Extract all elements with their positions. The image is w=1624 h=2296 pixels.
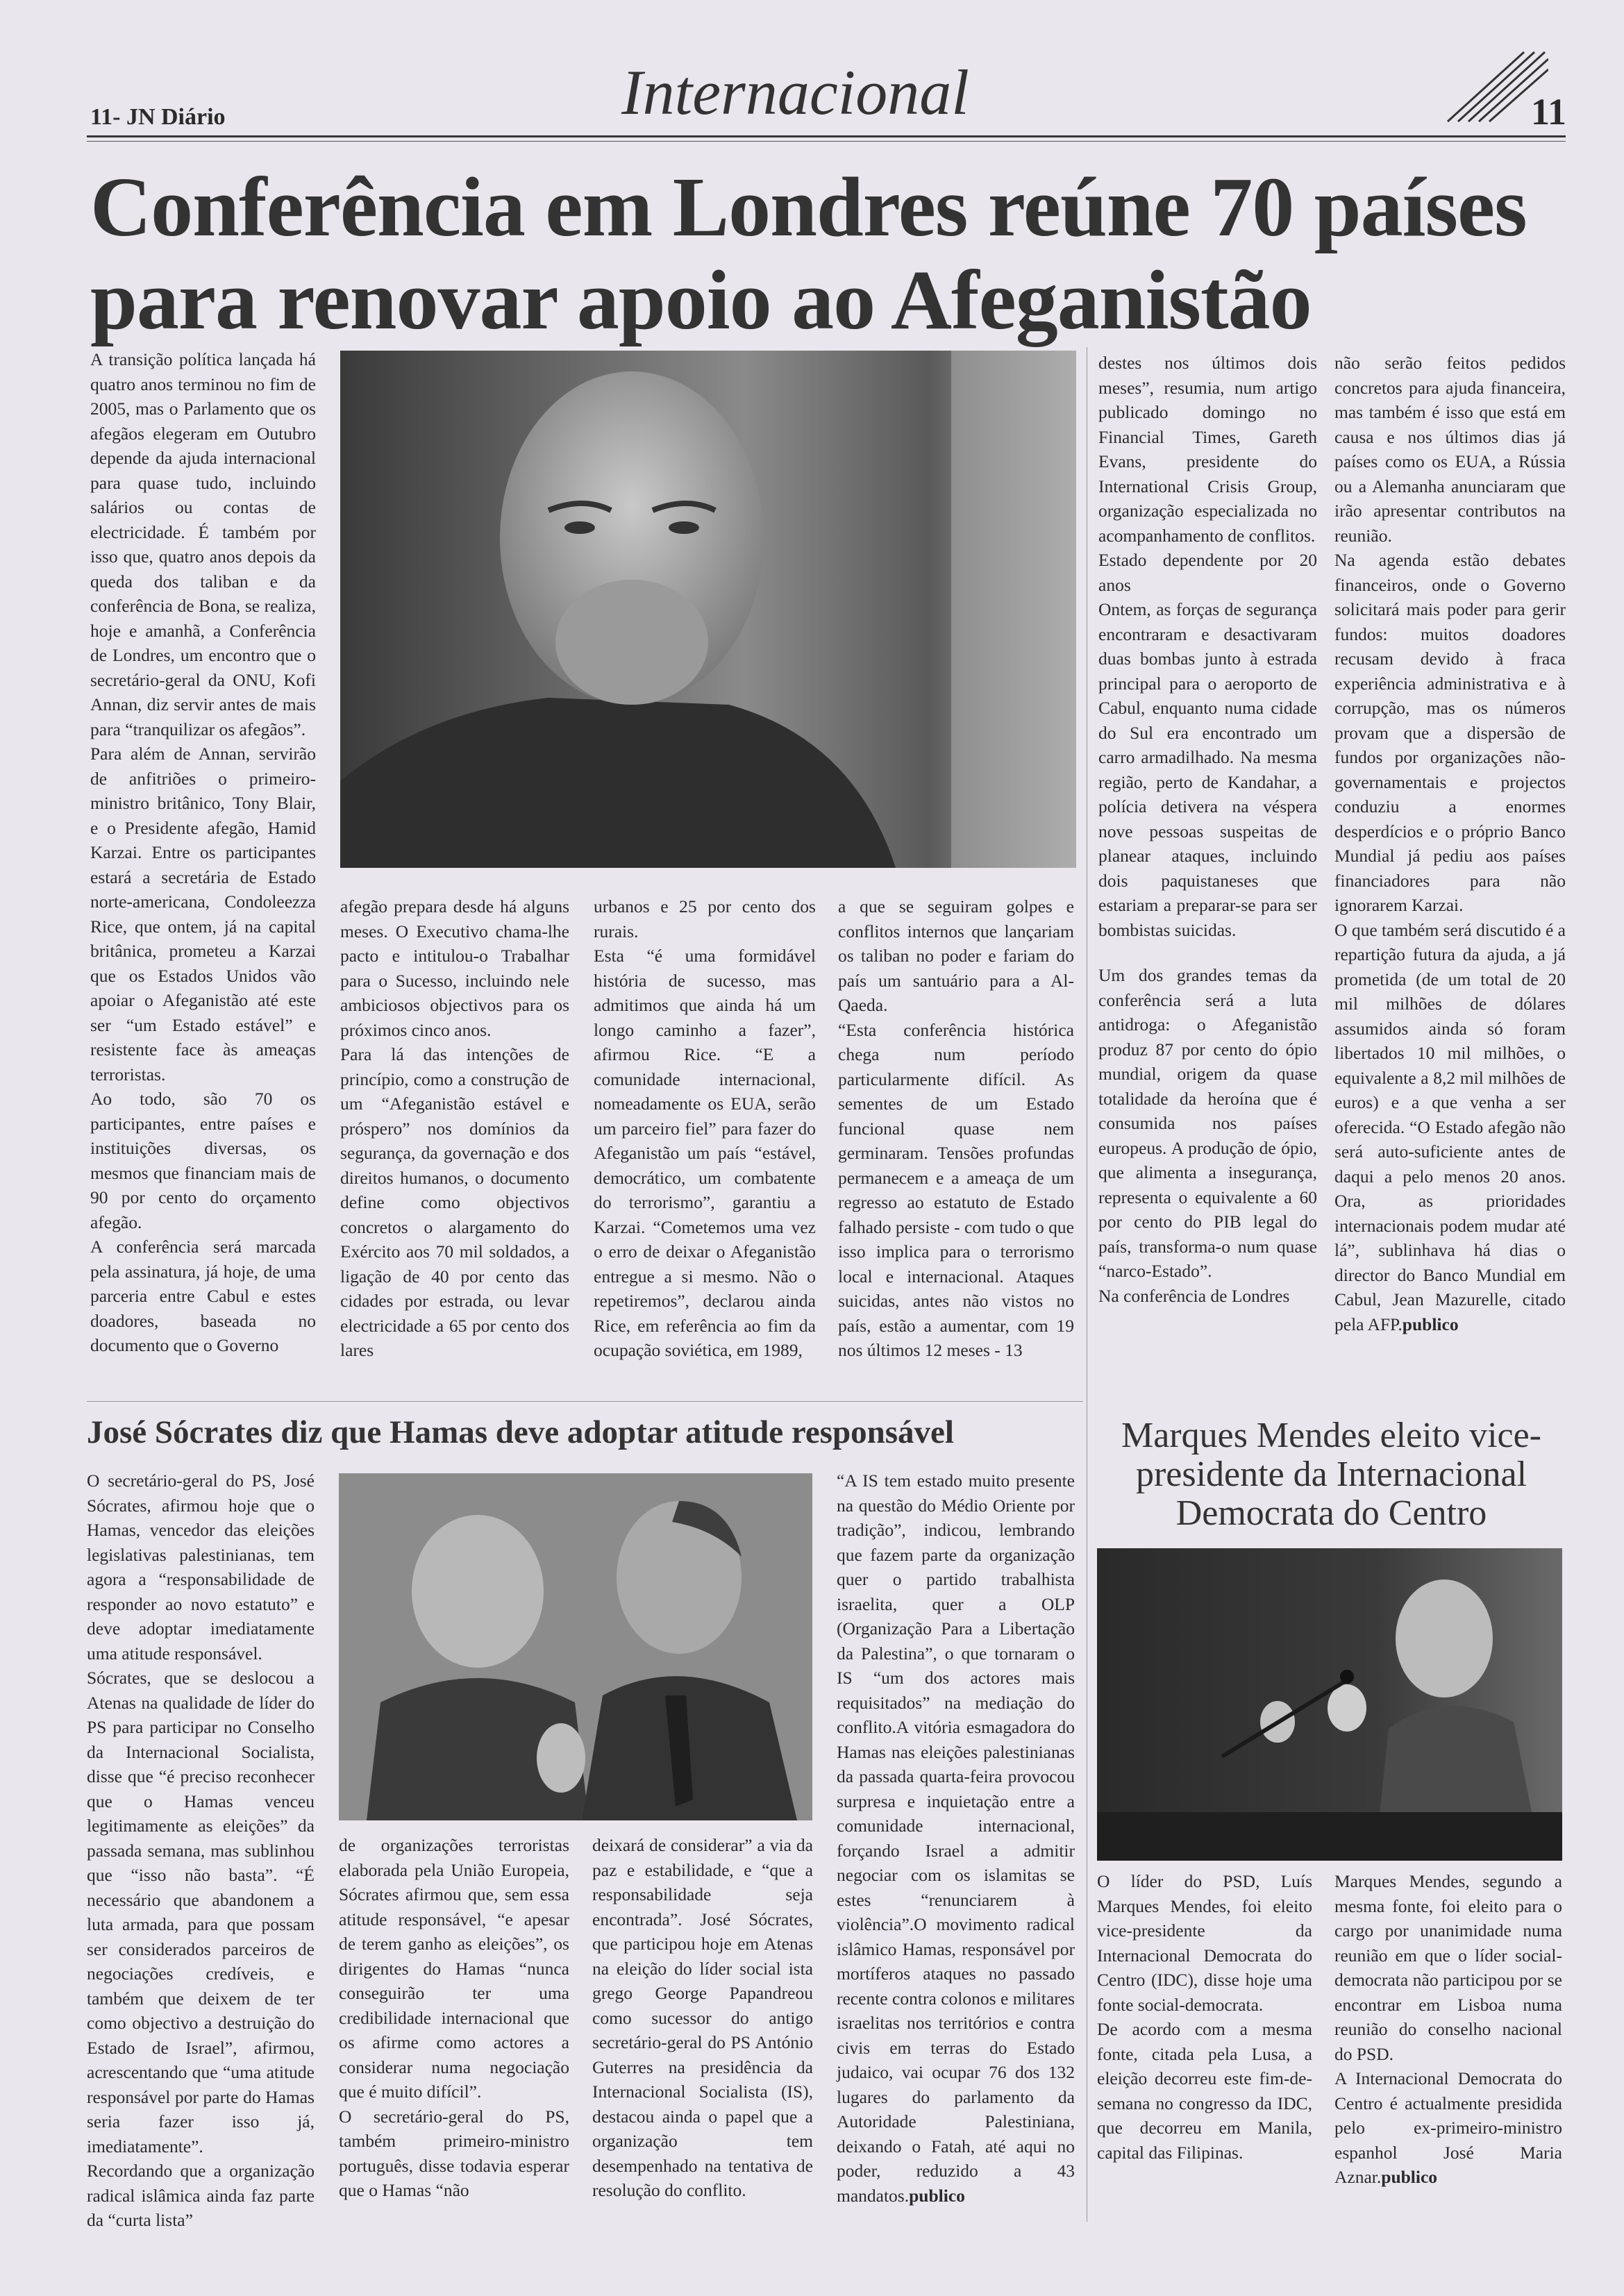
paragraph: Na agenda estão debates financeiros, onde o Governo solicitará mais poder para gerir fundos: muitos doadores recusam devido à fraca experiência administrativa e à corrupção, mas os números provam que a dispersão de fundos por organizações não-governamentais e projectos conduziu a enormes desperdícios e o próprio Banco Mundial já pediu aos países financiadores para não ignorarem Karzai. [1334, 550, 1566, 915]
subheading: Estado dependente por 20 anos [1098, 550, 1317, 595]
two-men-illustration [339, 1473, 812, 1820]
page-number: 11 [1531, 91, 1567, 133]
paragraph: de organizações terroristas elaborada pela União Europeia, Sócrates afirmou que, sem essa atitude responsável, “e apesar de terem ganho as eleições”, os dirigentes do Hamas “nunca conseguirão ter uma credibilidade internacional que os afirme como actores a considerar numa negociação que é muito difícil”. [339, 1835, 569, 2102]
paragraph: Ontem, as forças de segurança encontraram e desactivaram duas bombas junto à estrada principal para o aeroporto de Cabul, enquanto numa cidade do Sul era encontrado um carro armadilhado. Na mesma região, perto de Kandahar, a polícia detivera na véspera nove pessoas suspeitas de planear ataques, incluindo dois paquistaneses que estariam a preparar-se para ser bombistas suicidas. [1098, 599, 1317, 940]
mendes-headline: Marques Mendes eleito vice-presidente da Internacional Democrata do Centro [1121, 1416, 1541, 1533]
section-divider [87, 1401, 1083, 1402]
socrates-column-1 [87, 1468, 315, 2233]
main-article-column-3 [594, 894, 816, 1363]
paragraph: Sócrates, que se deslocou a Atenas na qualidade de líder do PS para participar no Conselho da Internacional Socialista, disse que “é preciso reconhecer que o Hamas venceu legitimamente as eleições” da passada semana, mas sublinhou que “isso não basta”. “É necessário que abandonem a luta armada, para que possam ser considerados parceiros de negociações credíveis, e também que deixem de ter como objectivo a destruição do Estado de Israel”, afirmou, acrescentando que “uma atitude responsável por parte do Hamas seria fazer isso já, imediatamente”. [87, 1668, 315, 2156]
socrates-headline: José Sócrates diz que Hamas deve adoptar atitude responsável [87, 1414, 954, 1450]
paragraph: urbanos e 25 por cento dos rurais. [594, 896, 816, 941]
mendes-photo [1097, 1548, 1562, 1861]
main-article-column-1 [90, 347, 316, 1358]
socrates-column-4 [837, 1468, 1075, 2208]
paragraph [1334, 918, 1566, 1337]
paragraph: Recordando que a organização radical islâmica ainda faz parte da “curta lista” [87, 2161, 315, 2230]
paragraph: A transição política lançada há quatro anos terminou no fim de 2005, mas o Parlamento que os afegãos elegeram em Outubro depende da ajuda internacional para quase tudo, incluindo salários ou contas de electricidade. É também por isso que, quatro anos depois da queda dos taliban e da conferência de Bona, se realiza, hoje e amanhã, a Conferência de Londres, um encontro que o secretário-geral da ONU, Kofi Annan, diz servir antes de mais para “tranquilizar os afegãos”. [90, 349, 316, 739]
signature: publico [909, 2185, 965, 2206]
paragraph: Um dos grandes temas da conferência será a luta antidroga: o Afeganistão produz 87 por cento do ópio mundial, origem da quase totalidade da heroína que é consumida nos países europeus. A produção de ópio, que alimenta a insegurança, representa o equivalente a 60 por cento do PIB legal do país, transforma-o num quase “narco-Estado”. [1098, 965, 1317, 1281]
main-article-column-5 [1098, 351, 1317, 1308]
main-article-column-2 [340, 894, 569, 1363]
signature: publico [1402, 1314, 1459, 1334]
paragraph: “Esta conferência histórica chega num período particularmente difícil. As sementes de um Estado funcional quase nem germinaram. Tensões profundas permanecem e a ameaça de um regresso ao estatuto de Estado falhado persiste - com tudo o que isso implica para o terrorismo local e internacional. Ataques suicidas, antes não vistos no país, estão a aumentar, com 19 nos últimos 12 meses - 13 [838, 1019, 1074, 1360]
paragraph-text: O que também será discutido é a repartição futura da ajuda, a já prometida (de um total de 20 mil milhões de dólares assumidos ainda só foram libertados 10 mil milhões, o equivalente a 8,2 mil milhões de euros) e a que venha a ser oferecida. “O Estado afegão não será auto-suficiente antes de daqui a pelo menos 20 anos. Ora, as prioridades internacionais podem mudar até lá”, sublinhava há dias o director do Banco Mundial em Cabul, Jean Mazurelle, citado pela AFP. [1334, 919, 1566, 1334]
main-headline: Conferência em Londres reúne 70 países para renovar apoio ao Afeganistão [90, 160, 1527, 347]
socrates-column-3 [592, 1833, 813, 2203]
paragraph: O secretário-geral do PS, José Sócrates, afirmou hoje que o Hamas, vencedor das eleições legislativas palestinianas, tem agora a “responsabilidade de responder ao novo estatuto” e deve adoptar imediatamente uma atitude responsável. [87, 1470, 315, 1664]
paragraph: De acordo com a mesma fonte, citada pela Lusa, a eleição decorreu este fim-de-semana no congresso da IDC, que decorreu em Manila, capital das Filipinas. [1097, 2019, 1312, 2163]
paragraph [837, 1468, 1075, 2208]
paragraph [1334, 2066, 1562, 2190]
paragraph-text: “A IS tem estado muito presente na questão do Médio Oriente por tradição”, indicou, lembrando que fazem parte da organização quer o partido trabalhista israelita, quer a OLP (Organização Para a Libertação da Palestina”, o que tornaram o IS “um dos actores mais requisitados” na mediação do conflito.A vitória esmagadora do Hamas nas eleições palestinianas da passada quarta-feira provocou surpresa e inquietação entre a comunidade internacional, forçando Israel a admitir negociar com os islamitas se estes “renunciarem à violência”.O movimento radical islâmico Hamas, responsável por mortíferos ataques no passado recente contra colonos e militares israelitas nos territórios e contra civis em terras do Estado judaico, vai ocupar 76 dos 132 lugares do parlamento da Autoridade Palestiniana, deixando o Fatah, até aqui no poder, reduzido a 43 mandatos. [837, 1470, 1075, 2206]
signature: publico [1381, 2167, 1438, 2187]
paragraph: Esta “é uma formidável história de sucesso, mas admitimos que ainda há um longo caminho a fazer”, afirmou Rice. “E a comunidade internacional, nomeadamente os EUA, serão um parceiro fiel” para fazer do Afeganistão um país “estável, democrático, um combatente do terrorismo”, garantiu a Karzai. “Cometemos uma vez o erro de deixar o Afeganistão entregue a si mesmo. Não o repetiremos”, declarou ainda Rice, em referência ao fim da ocupação soviética, em 1989, [594, 946, 816, 1360]
paragraph: afegão prepara desde há alguns meses. O Executivo chama-lhe pacto e intitulou-o Trabalhar para o Sucesso, incluindo nele ambiciosos objectivos para os próximos cinco anos. [340, 896, 569, 1040]
paragraph: não serão feitos pedidos concretos para ajuda financeira, mas também é isso que está em causa e nos últimos dias já países como os EUA, a Rússia ou a Alemanha anunciaram que irão apresentar contributos na reunião. [1334, 353, 1566, 546]
main-article-column-4 [838, 894, 1074, 1363]
karzai-photo [340, 351, 1076, 868]
paragraph: Na conferência de Londres [1098, 1285, 1290, 1306]
mendes-column-2 [1334, 1869, 1562, 2190]
header-rule-thin [87, 141, 1566, 142]
publication-name: 11- JN Diário [90, 104, 226, 130]
paragraph-text: A Internacional Democrata do Centro é actualmente presidida pelo ex-primeiro-ministro espanhol José Maria Aznar. [1334, 2068, 1562, 2187]
paragraph: Marques Mendes, segundo a mesma fonte, foi eleito para o cargo por unanimidade numa reunião em que o líder social-democrata não participou por se encontrar em Lisboa numa reunião do conselho nacional do PSD. [1334, 1871, 1562, 2064]
paragraph: destes nos últimos dois meses”, resumia, num artigo publicado domingo no Financial Times, Gareth Evans, presidente do International Crisis Group, organização especializada no acompanhamento de conflitos. [1098, 353, 1317, 546]
paragraph: a que se seguiram golpes e conflitos internos que lançariam os taliban no poder e fariam do país um santuário para a Al-Qaeda. [838, 896, 1074, 1015]
paragraph: O secretário-geral do PS, também primeiro-ministro português, disse todavia esperar que o Hamas “não [339, 2106, 569, 2200]
mendes-column-1 [1097, 1869, 1312, 2165]
speaker-illustration [1097, 1548, 1562, 1861]
socrates-column-2 [339, 1833, 569, 2203]
paragraph: Para lá das intenções de princípio, como a construção de um “Afeganistão estável e próspero” nos domínios da segurança, da governação e dos direitos humanos, o documento define como objectivos concretos o alargamento do Exército aos 70 mil soldados, a ligação de 40 por cento das cidades por estrada, ou levar electricidade a 65 por cento dos lares [340, 1044, 569, 1360]
paragraph: Para além de Annan, servirão de anfitriões o primeiro-ministro britânico, Tony Blair, e o Presidente afegão, Hamid Karzai. Entre os participantes estará a secretária de Estado norte-americana, Condoleezza Rice, que ontem, já na capital britânica, prometeu a Karzai que os Estados Unidos vão apoiar o Afeganistão até este ser “um Estado estável” e resistente face às ameaças terroristas. [90, 744, 316, 1084]
portrait-illustration [340, 351, 1076, 868]
paragraph: O líder do PSD, Luís Marques Mendes, foi eleito vice-presidente da Internacional Democrata do Centro (IDC), disse hoje uma fonte social-democrata. [1097, 1871, 1312, 2015]
section-title: Internacional [621, 57, 969, 128]
paragraph: A conferência será marcada pela assinatura, já hoje, de uma parceria entre Cabul e estes doadores, baseada no documento que o Governo [90, 1237, 316, 1355]
main-article-column-6 [1334, 351, 1566, 1336]
header-rule [87, 135, 1566, 137]
paragraph: deixará de considerar” a via da paz e estabilidade, e “que a responsabilidade seja encontrada”. José Sócrates, que participou hoje em Atenas na eleição do líder social ista grego George Papandreou como sucessor do antigo secretário-geral do PS António Guterres na presidência da Internacional Socialista (IS), destacou ainda o papel que a organização tem desempenhado na tentativa de resolução do conflito. [592, 1835, 813, 2200]
paragraph: Ao todo, são 70 os participantes, entre países e instituições diversas, os mesmos que financiam mais de 90 por cento do orçamento afegão. [90, 1089, 316, 1232]
socrates-photo [339, 1473, 812, 1820]
